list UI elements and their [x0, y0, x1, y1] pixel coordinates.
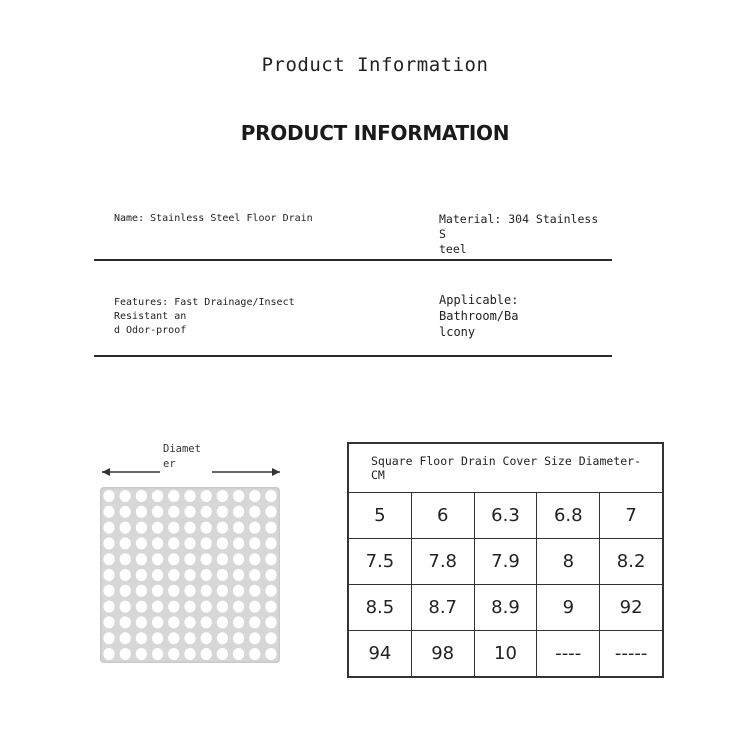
- drain-hole: [136, 585, 147, 597]
- size-table-header-row: [348, 443, 663, 493]
- drain-hole: [233, 648, 244, 660]
- drain-hole: [152, 537, 163, 549]
- size-table-row: [348, 631, 663, 678]
- drain-hole: [168, 569, 179, 581]
- drain-hole: [120, 553, 131, 565]
- drain-hole: [103, 490, 114, 502]
- drain-hole: [103, 616, 114, 628]
- size-cell: 98: [411, 631, 474, 678]
- drain-hole: [103, 585, 114, 597]
- drain-hole: [217, 616, 228, 628]
- size-cell: 6: [411, 493, 474, 539]
- drain-hole: [184, 632, 195, 644]
- info-row-features-applicable: [94, 285, 612, 357]
- diameter-arrow-icon: [100, 462, 282, 482]
- drain-hole: [249, 648, 260, 660]
- drain-hole: [136, 601, 147, 613]
- size-cell: 8.9: [474, 585, 537, 631]
- drain-hole: [265, 569, 276, 581]
- drain-hole: [184, 522, 195, 534]
- drain-hole: [120, 537, 131, 549]
- drain-hole: [184, 648, 195, 660]
- drain-hole: [136, 506, 147, 518]
- drain-hole: [103, 632, 114, 644]
- drain-hole: [265, 585, 276, 597]
- drain-cover-diagram: [100, 440, 285, 670]
- size-table-row: [348, 539, 663, 585]
- drain-hole: [265, 616, 276, 628]
- drain-hole: [168, 648, 179, 660]
- drain-hole: [168, 522, 179, 534]
- floor-drain-cover-image: [100, 487, 280, 663]
- drain-hole: [201, 585, 212, 597]
- drain-hole: [136, 553, 147, 565]
- drain-hole: [249, 537, 260, 549]
- drain-hole: [168, 490, 179, 502]
- diameter-label: Diamet er: [163, 443, 201, 470]
- drain-hole: [201, 648, 212, 660]
- drain-hole: [201, 506, 212, 518]
- size-cell: 92: [600, 585, 663, 631]
- size-cell: 6.3: [474, 493, 537, 539]
- drain-hole: [184, 601, 195, 613]
- drain-hole: [184, 553, 195, 565]
- drain-hole: [168, 601, 179, 613]
- drain-hole: [249, 553, 260, 565]
- drain-hole: [168, 553, 179, 565]
- drain-hole: [217, 648, 228, 660]
- drain-hole: [152, 569, 163, 581]
- drain-hole: [103, 506, 114, 518]
- drain-hole: [152, 490, 163, 502]
- drain-hole: [184, 585, 195, 597]
- drain-hole: [168, 506, 179, 518]
- size-cell: 94: [348, 631, 411, 678]
- drain-hole: [201, 601, 212, 613]
- drain-hole: [120, 648, 131, 660]
- drain-hole: [120, 632, 131, 644]
- drain-hole: [249, 522, 260, 534]
- drain-hole: [265, 490, 276, 502]
- product-features: Features: Fast Drainage/Insect Resistant an d Odor-proof: [114, 297, 295, 336]
- size-cell: 7.8: [411, 539, 474, 585]
- drain-hole: [249, 506, 260, 518]
- product-applicable: Applicable: Bathroom/Ba lcony: [439, 293, 519, 339]
- drain-hole: [184, 537, 195, 549]
- drain-hole: [136, 648, 147, 660]
- drain-hole: [217, 585, 228, 597]
- info-row-name-material: [94, 200, 612, 261]
- drain-hole: [120, 490, 131, 502]
- size-cell: 8: [537, 539, 600, 585]
- drain-hole: [233, 506, 244, 518]
- drain-hole: [168, 585, 179, 597]
- drain-hole: [265, 632, 276, 644]
- drain-hole: [265, 553, 276, 565]
- drain-hole: [233, 522, 244, 534]
- size-cell: 7: [600, 493, 663, 539]
- drain-hole: [152, 522, 163, 534]
- drain-hole: [217, 506, 228, 518]
- drain-hole: [201, 616, 212, 628]
- drain-hole: [249, 490, 260, 502]
- drain-hole: [249, 585, 260, 597]
- drain-hole: [120, 616, 131, 628]
- drain-hole: [152, 616, 163, 628]
- drain-hole: [249, 569, 260, 581]
- drain-holes-grid: [100, 487, 280, 663]
- drain-hole: [217, 601, 228, 613]
- drain-hole: [233, 601, 244, 613]
- drain-hole: [233, 632, 244, 644]
- drain-hole: [265, 537, 276, 549]
- size-cell: 7.5: [348, 539, 411, 585]
- drain-hole: [233, 490, 244, 502]
- drain-hole: [233, 585, 244, 597]
- drain-hole: [136, 537, 147, 549]
- product-name: Name: Stainless Steel Floor Drain: [114, 213, 313, 224]
- size-table-header: Square Floor Drain Cover Size Diameter- CM: [348, 443, 663, 493]
- drain-hole: [103, 522, 114, 534]
- drain-hole: [201, 522, 212, 534]
- size-cell: 8.2: [600, 539, 663, 585]
- drain-hole: [136, 490, 147, 502]
- drain-hole: [136, 616, 147, 628]
- drain-hole: [201, 537, 212, 549]
- drain-hole: [249, 632, 260, 644]
- section-heading: PRODUCT INFORMATION: [240, 121, 510, 145]
- drain-hole: [265, 522, 276, 534]
- size-cell: ----: [537, 631, 600, 678]
- size-cell: 5: [348, 493, 411, 539]
- size-cell: 7.9: [474, 539, 537, 585]
- drain-hole: [168, 632, 179, 644]
- drain-hole: [233, 553, 244, 565]
- drain-hole: [136, 632, 147, 644]
- drain-hole: [136, 569, 147, 581]
- drain-hole: [217, 537, 228, 549]
- drain-hole: [136, 522, 147, 534]
- drain-hole: [265, 648, 276, 660]
- drain-hole: [120, 506, 131, 518]
- drain-hole: [184, 506, 195, 518]
- drain-hole: [103, 569, 114, 581]
- size-cell: 8.7: [411, 585, 474, 631]
- drain-hole: [201, 490, 212, 502]
- size-table-row: [348, 585, 663, 631]
- size-table-row: [348, 493, 663, 539]
- drain-hole: [217, 632, 228, 644]
- drain-hole: [152, 506, 163, 518]
- drain-hole: [265, 506, 276, 518]
- drain-hole: [201, 632, 212, 644]
- drain-hole: [217, 490, 228, 502]
- drain-hole: [233, 616, 244, 628]
- drain-hole: [152, 553, 163, 565]
- drain-hole: [265, 601, 276, 613]
- drain-hole: [120, 522, 131, 534]
- size-cell: 10: [474, 631, 537, 678]
- drain-hole: [184, 569, 195, 581]
- drain-hole: [233, 569, 244, 581]
- drain-hole: [217, 522, 228, 534]
- drain-hole: [201, 569, 212, 581]
- size-cell: 8.5: [348, 585, 411, 631]
- drain-hole: [249, 601, 260, 613]
- drain-hole: [168, 537, 179, 549]
- drain-hole: [217, 569, 228, 581]
- drain-hole: [152, 648, 163, 660]
- size-cell: 6.8: [537, 493, 600, 539]
- size-cell: -----: [600, 631, 663, 678]
- drain-hole: [103, 601, 114, 613]
- product-material: Material: 304 Stainless S teel: [439, 212, 599, 256]
- size-table: [347, 442, 664, 678]
- drain-hole: [233, 537, 244, 549]
- drain-hole: [184, 616, 195, 628]
- drain-hole: [152, 585, 163, 597]
- size-cell: 9: [537, 585, 600, 631]
- drain-hole: [120, 585, 131, 597]
- drain-hole: [184, 490, 195, 502]
- drain-hole: [103, 648, 114, 660]
- drain-hole: [120, 569, 131, 581]
- drain-hole: [201, 553, 212, 565]
- drain-hole: [168, 616, 179, 628]
- drain-hole: [249, 616, 260, 628]
- page-title: Product Information: [261, 54, 489, 76]
- drain-hole: [120, 601, 131, 613]
- drain-hole: [152, 632, 163, 644]
- drain-hole: [217, 553, 228, 565]
- drain-hole: [103, 553, 114, 565]
- drain-hole: [152, 601, 163, 613]
- drain-hole: [103, 537, 114, 549]
